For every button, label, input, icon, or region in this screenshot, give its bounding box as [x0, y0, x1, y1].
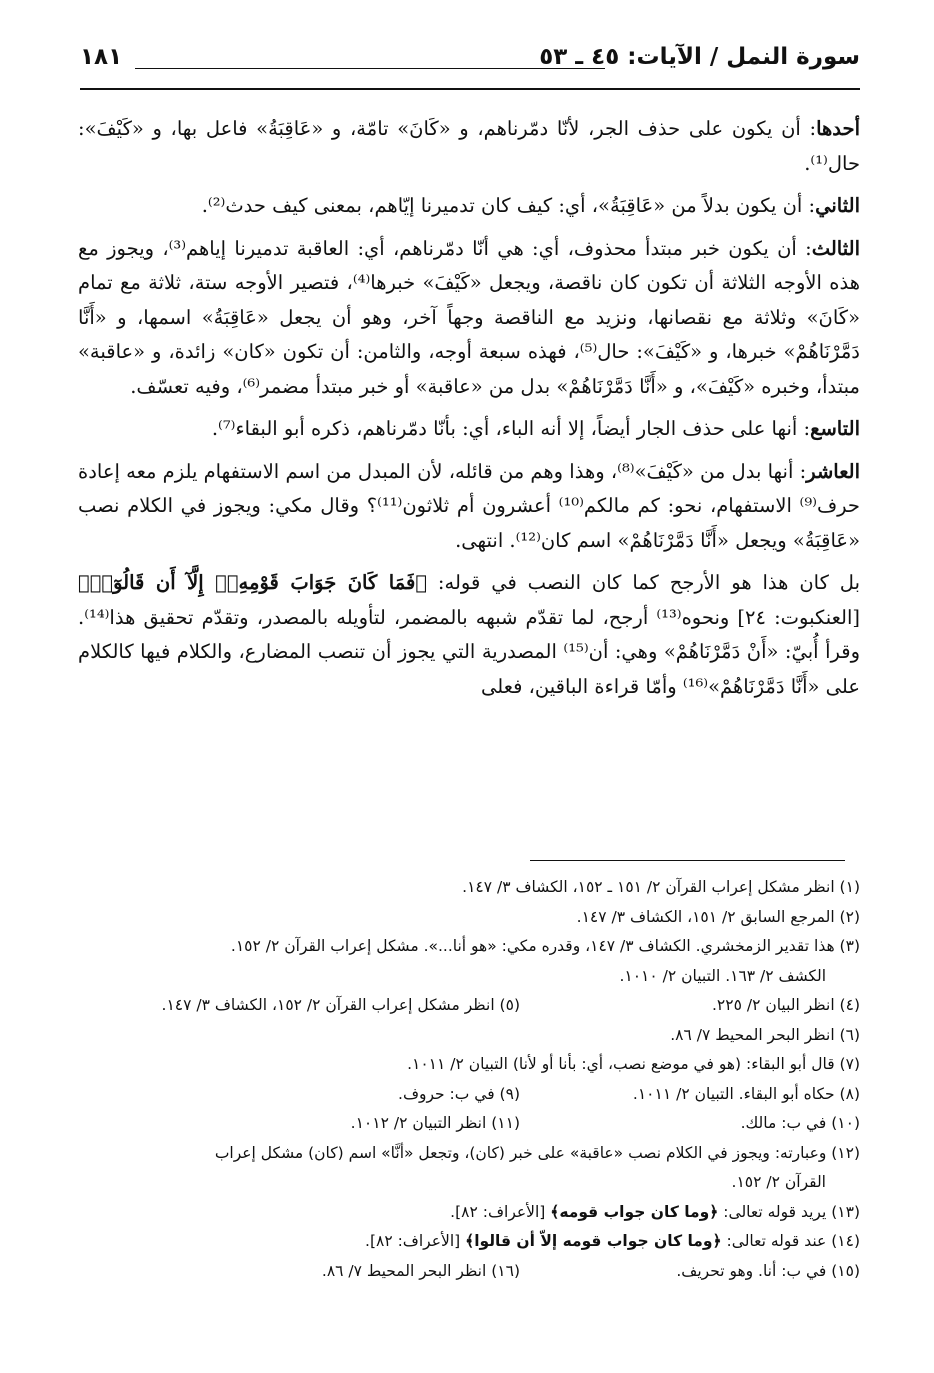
- quran-verse: ﴿وما كان جواب قومه﴾: [550, 1202, 719, 1221]
- paragraph-lead: الثالث: [811, 236, 860, 260]
- footnote: (٩) في ب: حروف.: [398, 1084, 520, 1103]
- footnote-continuation: القرآن ٢/ ١٥٢.: [731, 1173, 826, 1191]
- footnote-text: [الأعراف: ٨٢].: [365, 1232, 466, 1250]
- paragraph-lead: أحدها: [816, 117, 860, 140]
- paragraph: [78, 189, 860, 224]
- paragraph: [78, 455, 860, 559]
- main-text: [78, 112, 860, 712]
- page-header: [80, 40, 860, 88]
- paragraph: [78, 412, 860, 447]
- footnote: (١٠) في ب: مالك.: [740, 1114, 860, 1132]
- footnote-row: [78, 991, 860, 1021]
- running-title: سورة النمل / الآيات: ٤٥ ـ ٥٣: [539, 44, 860, 70]
- footnote-separator: [530, 860, 845, 861]
- footnote: (٥) انظر مشكل إعراب القرآن ٢/ ١٥٢، الكشاف ٣/ ١٤٧.: [161, 996, 520, 1014]
- footnote-row: [78, 1080, 860, 1110]
- footnote: (١٥) في ب: أنا. وهو تحريف.: [676, 1261, 860, 1280]
- paragraph: [78, 112, 860, 181]
- paragraph: [78, 232, 860, 405]
- footnote: (١٦) انظر البحر المحيط ٧/ ٨٦.: [321, 1261, 520, 1280]
- paragraph-text: : أنها بدل من «كَيْفَ»⁽⁸⁾، وهذا وهم من قائله، لأن المبدل من اسم الاستفهام يلزم معه إعادة حرف⁽⁹⁾ الاستفهام، نحو: كم مالكم⁽¹⁰⁾ أعشرون أم ثلاثون⁽¹¹⁾؟ وقال مكي: ويجوز في الكلام نصب «عَاقِبَةُ» ويجعل «أَنَّا دَمَّرْنَاهُمْ» اسم كان⁽¹²⁾. انتهى.: [78, 459, 860, 552]
- footnote: (٤) انظر البيان ٢/ ٢٢٥.: [711, 996, 860, 1014]
- footnote-row: [78, 1109, 860, 1139]
- footnote: (٣) هذا تقدير الزمخشري. الكشاف ٣/ ١٤٧، وقدره مكي: «هو أنا...». مشكل إعراب القرآن ٢/ ١٥٢.: [230, 937, 860, 955]
- footnote: (٨) حكاه أبو البقاء. التبيان ٢/ ١٠١١.: [632, 1084, 860, 1103]
- paragraph-lead: العاشر: [806, 459, 860, 483]
- paragraph-lead: التاسع: [810, 417, 860, 440]
- header-rule: [80, 88, 860, 90]
- paragraph-lead: الثاني: [815, 194, 860, 217]
- paragraph: [78, 566, 860, 704]
- paragraph-text: : أن يكون على حذف الجر، لأنّا دمّرناهم، و «كَانَ» تامّة، و «عَاقِبَةُ» فاعل بها، و «كَيْفَ»: حال⁽¹⁾.: [78, 117, 860, 175]
- footnote: (٢) المرجع السابق ٢/ ١٥١، الكشاف ٣/ ١٤٧.: [576, 907, 860, 926]
- quran-verse: ﴿وما كان جواب قومه إلاّ أن قالوا﴾: [465, 1232, 722, 1250]
- paragraph-text: : أن يكون بدلاً من «عَاقِبَةُ»، أي: كيف كان تدميرنا إيّاهم، بمعنى كيف حدث⁽²⁾.: [201, 194, 816, 217]
- footnote-row: [78, 1257, 860, 1287]
- footnote: [78, 1227, 860, 1257]
- paragraph-text: بل كان هذا هو الأرجح كما كان النصب في قوله:: [427, 571, 860, 594]
- footnote-continuation: الكشف ٢/ ١٦٣. التبيان ٢/ ١٠١٠.: [619, 966, 826, 985]
- paragraph-text: [العنكبوت: ٢٤] ونحوه⁽¹³⁾ أرجح، لما تقدّم شبهه بالمضمر، لتأويله بالمصدر، وتقدّم تحقيق هذا⁽¹⁴⁾. وقرأ أُبيّ: «أَنْ دَمَّرْنَاهُمْ» وهي: أن⁽¹⁵⁾ المصدرية التي يجوز أن تنصب المضارع، والكلام فيها كالكلام على «أَنَّا دَمَّرْنَاهُمْ»⁽¹⁶⁾ وأمّا قراءة الباقين، فعلى: [78, 605, 860, 698]
- footnote: (١١) انظر التبيان ٢/ ١٠١٢.: [350, 1114, 520, 1132]
- footnote: (١٢) وعبارته: ويجوز في الكلام نصب «عاقبة» على خبر (كان)، وتجعل «أنَّا» اسم (كان) مشكل إعراب: [214, 1143, 860, 1162]
- footnote: (٧) قال أبو البقاء: (هو في موضع نصب، أي: بأنا أو لأنا) التبيان ٢/ ١٠١١.: [407, 1055, 860, 1073]
- footnote-text: (١٤) عند قوله تعالى:: [721, 1232, 860, 1250]
- footnotes: [78, 873, 860, 1286]
- quran-verse: ﴿فَمَا كَانَ جَوَابَ قَوْمِهِۦٓ إِلَّآ أَن قَالُوٓا۟﴾: [78, 571, 428, 594]
- header-line: [135, 68, 605, 69]
- footnote-text: [الأعراف: ٨٢].: [450, 1202, 551, 1221]
- paragraph-text: : أن يكون خبر مبتدأ محذوف، أي: هي أنّا دمّرناهم، أي: العاقبة تدميرنا إياهم⁽³⁾، ويجوز مع هذه الأوجه الثلاثة أن تكون كان ناقصة، ويجعل «كَيْفَ» خبرها⁽⁴⁾، فتصير الأوجه ستة، ثلاثة مع تمام «كَانَ» وثلاثة مع نقصانها، ونزيد مع الناقصة وجهاً آخر، وهو أن يجعل «عَاقِبَةُ» اسمها، و «أَنَّا دَمَّرْنَاهُمْ» خبرها، و «كَيْفَ»: حال⁽⁵⁾، فهذه سبعة أوجه، والثامن: أن تكون «كان» زائدة، و «عاقبة» مبتدأ، وخبره «كَيْفَ»، و «أَنَّا دَمَّرْنَاهُمْ» بدل من «عاقبة» أو خبر مبتدأ مضمر⁽⁶⁾، وفيه تعسّف.: [78, 236, 860, 398]
- paragraph-text: : أنها على حذف الجار أيضاً، إلا أنه الباء، أي: بأنّا دمّرناهم، ذكره أبو البقاء⁽⁷⁾.: [211, 417, 811, 440]
- page-number: ١٨١: [80, 44, 123, 70]
- footnote: (١) انظر مشكل إعراب القرآن ٢/ ١٥١ ـ ١٥٢، الكشاف ٣/ ١٤٧.: [462, 878, 860, 896]
- footnote: (٦) انظر البحر المحيط ٧/ ٨٦.: [670, 1025, 860, 1044]
- footnote: [78, 1198, 860, 1228]
- footnote-text: (١٣) يريد قوله تعالى:: [718, 1202, 860, 1221]
